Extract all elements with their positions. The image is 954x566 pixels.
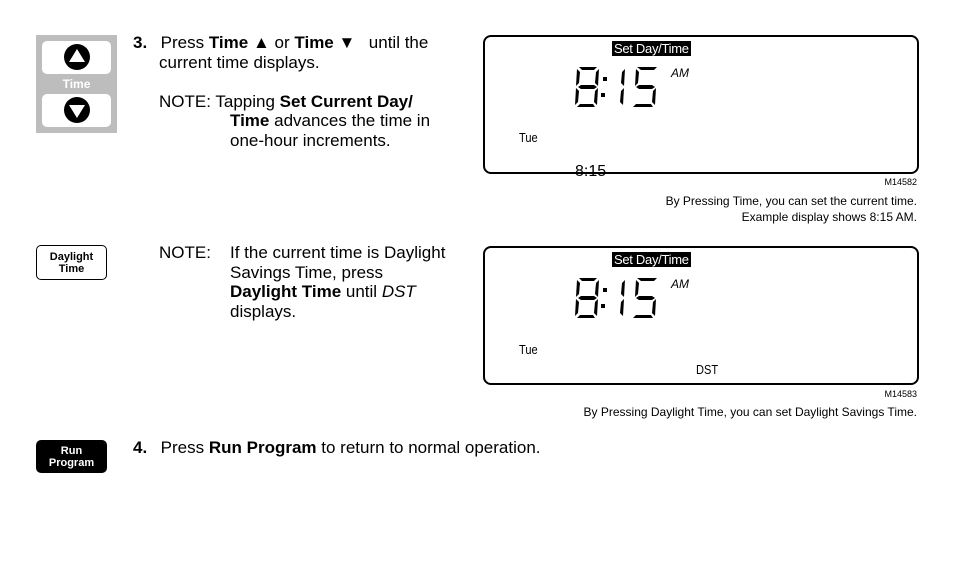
- dst-note-line1: If the current time is Daylight: [230, 243, 446, 262]
- step3-press: Press: [160, 33, 205, 52]
- dst-note-bold: Daylight Time: [230, 282, 342, 301]
- step4-bold: Run Program: [208, 438, 317, 457]
- am-indicator: AM: [671, 66, 689, 80]
- day-indicator: Tue: [519, 130, 538, 145]
- step4-rest: to return to normal operation.: [321, 438, 541, 457]
- step3-line2: current time displays.: [159, 53, 320, 72]
- up-arrow-icon: [63, 43, 91, 71]
- dst-note-until: until: [345, 282, 378, 301]
- dst-note-prefix: NOTE:: [159, 243, 211, 262]
- step4-press: Press: [160, 438, 205, 457]
- step3-note-line1: [159, 92, 413, 112]
- down-arrow-icon: [63, 96, 91, 124]
- dst-note-line3: [230, 282, 416, 302]
- step4-number: 4.: [133, 438, 148, 457]
- up-triangle-icon: ▲: [252, 33, 270, 52]
- step3-until: until the: [368, 33, 429, 52]
- figure-id-2: M14583: [884, 389, 917, 399]
- step4-line: [133, 438, 541, 458]
- step3-number: 3.: [133, 33, 148, 52]
- time-digits-text: 8:15: [575, 163, 607, 180]
- dst-note-ital: DST: [381, 282, 416, 301]
- thermostat-display-1: [483, 35, 919, 174]
- step3-note-prefix: NOTE: Tapping: [159, 92, 275, 111]
- set-day-time-badge: Set Day/Time: [614, 41, 689, 56]
- dst-note-line2: Savings Time, press: [230, 263, 384, 282]
- daylight-button-line1: Daylight: [49, 250, 94, 263]
- time-digits: [575, 65, 675, 109]
- step3-time-down: Time: [294, 33, 334, 52]
- caption-1-line2: Example display shows 8:15 AM.: [741, 210, 917, 224]
- run-button-line1: Run: [60, 444, 83, 457]
- step3-or: or: [274, 33, 290, 52]
- step3-note-line2: [230, 111, 430, 131]
- caption-2-line1: By Pressing Daylight Time, you can set Daylight Savings Time.: [583, 405, 917, 419]
- down-triangle-icon: ▼: [338, 33, 356, 52]
- time-button-panel: [36, 35, 117, 133]
- set-day-time-badge: Set Day/Time: [614, 252, 689, 267]
- caption-1-line1: By Pressing Time, you can set the current time.: [665, 194, 917, 208]
- time-button-label: Time: [62, 77, 91, 91]
- daylight-button-line2: Time: [58, 262, 85, 275]
- dst-note-line4: displays.: [230, 302, 297, 321]
- run-program-button[interactable]: [36, 440, 107, 473]
- dst-indicator: DST: [696, 362, 719, 377]
- daylight-time-button[interactable]: [36, 245, 107, 280]
- time-down-button[interactable]: [42, 94, 111, 127]
- am-indicator: AM: [671, 277, 689, 291]
- run-button-line2: Program: [48, 456, 95, 469]
- time-up-button[interactable]: [42, 41, 111, 74]
- step3-note-bold2: Time: [230, 111, 270, 130]
- step3-time-up: Time: [208, 33, 249, 52]
- step3-line1: [133, 33, 428, 53]
- step3-note-bold1: Set Current Day/: [279, 92, 413, 111]
- step3-note-line3: one-hour increments.: [230, 131, 391, 150]
- figure-id-1: M14582: [884, 177, 917, 187]
- step3-note-rest2: advances the time in: [274, 111, 431, 130]
- day-indicator: Tue: [519, 342, 538, 357]
